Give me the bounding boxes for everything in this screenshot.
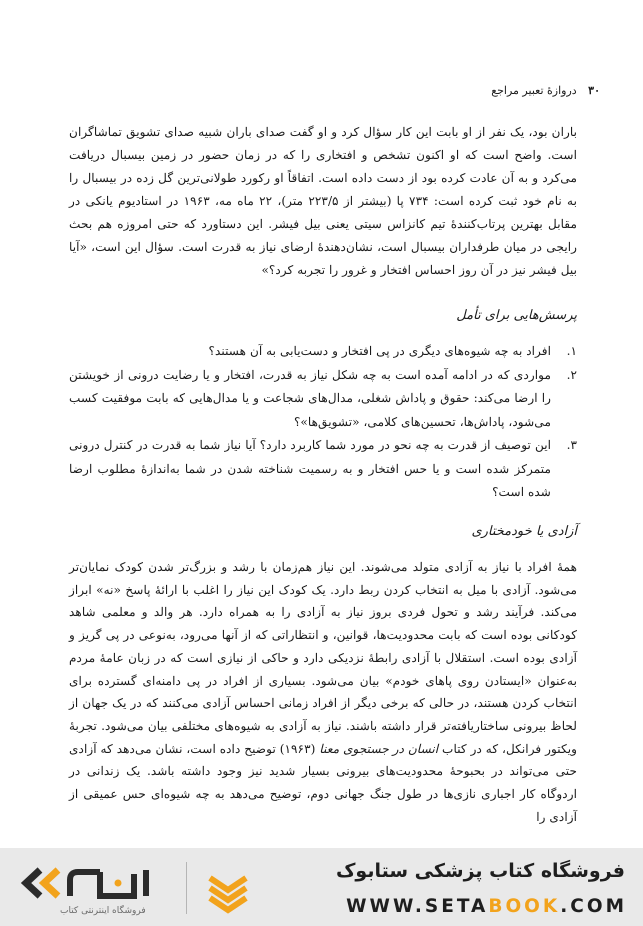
list-item-text: مواردی که در ادامه آمده است به چه شکل نیاز به قدرت، افتخار و یا رضایت درونی از خویشتن را ارضا می‌کند: حقوق و پاداش شغلی، مدال‌های شجاعت و یا مدال‌هایی که بابت موفقیت کسب می‌شود، پاداش‌ها، تحسین‌های کلامی، «تشویق‌ها»؟ (69, 367, 551, 429)
list-item (69, 364, 577, 435)
list-item (69, 340, 577, 364)
store-title: فروشگاه کتاب پزشکی ستابوک (335, 860, 625, 882)
list-item-text: افراد به چه شیوه‌های دیگری در پی افتخار و دست‌یابی به آن هستند؟ (208, 344, 551, 358)
book-title-italic: انسان در جستجوی معنا (319, 741, 439, 756)
url-part-2: .COM (560, 896, 627, 917)
running-title: دروازهٔ تعبیر مراجع (491, 84, 577, 97)
freedom-paragraph-block (69, 556, 577, 828)
store-banner[interactable] (0, 848, 643, 926)
freedom-paragraph (69, 556, 577, 828)
paragraph-text-part1: همهٔ افراد با نیاز به آزادی متولد می‌شوند. این نیاز هم‌زمان با رشد و بزرگ‌تر شدن کودک نمایان‌تر می‌شود. آزادی با میل به انتخاب کردن ربط دارد. یک کودک این نیاز را اغلب با ارائهٔ پاسخ «نه» ابراز می‌کند. فرآیند رشد و تحول فردی بروز نیاز به آزادی را به همراه دارد. هر والد و معلمی شاهد کودکانی بوده است که بابت محدودیت‌ها، قوانین، و انتظاراتی که از آنها می‌رود، به‌نوعی در پی گریز و آزادی بوده است. استقلال با آزادی رابطهٔ نزدیکی دارد و حاکی از نیازی است که در زبان عامهٔ مردم به‌عنوان «ایستادن روی پاهای خودم» بیان می‌شود. بسیاری از افراد در پی دامنه‌ای گسترده برای انتخاب کردن هستند، در حالی که برخی دیگر از افراد زمانی احساس آزادی می‌کنند که در یک جهان از لحاظ بیرونی ساختاریافته‌تر قرار داشته باشند. نیاز به آزادی به شیوه‌های مختلفی بیان می‌شود. تجربهٔ ویکتور فرانکل، که در کتاب (69, 560, 577, 756)
store-url-link[interactable] (346, 896, 627, 917)
logo-subtitle: فروشگاه اینترنتی کتاب (60, 906, 146, 916)
page-number: ۳۰ (588, 84, 600, 97)
list-item-number: ۲. (566, 367, 577, 382)
reflection-questions-list (69, 340, 577, 505)
url-part-1: WWW.SETA (346, 896, 489, 917)
footer-divider (186, 862, 187, 914)
intro-paragraph-block (69, 121, 577, 282)
list-item-number: ۱. (566, 344, 577, 358)
list-item-text: این توصیف از قدرت به چه نحو در مورد شما کاربرد دارد؟ آیا نیاز شما به قدرت در کنترل درونی متمرکز شده است و یا حس افتخار و به رسمیت شناخته شدن در شما به‌اندازهٔ مطلوب ارضا شده است؟ (69, 438, 551, 499)
list-item-number: ۳. (566, 438, 577, 452)
setabook-logo (14, 856, 249, 920)
section-heading-questions: پرسش‌هایی برای تأمل (456, 308, 577, 323)
section-heading-freedom: آزادی یا خودمختاری (471, 524, 577, 539)
running-header (480, 84, 600, 97)
paragraph-text-part2: (۱۹۶۳) توضیح داده است، نشان می‌دهد که آزادی حتی می‌تواند در بحبوحهٔ محدودیت‌های بیرونی بسیار شدید نیز وجود داشته باشد. یک زندانی در اردوگاه کار اجباری نازی‌ها در طول جنگ جهانی دوم، توضیح می‌دهد به چه شیوه‌ای حس عمیقی از آزادی را (69, 741, 577, 824)
intro-paragraph: باران بود، یک نفر از او بابت این کار سؤال کرد و او گفت صدای باران شبیه صدای تشویق تماشاگران است. واضح است که او اکنون تشخص و افتخاری را که در زمان حضور در زمین بیسبال دریافت می‌کرد و به آن عادت کرده بود از دست داده است. اتفاقاً او رکورد طولانی‌ترین گل زده در بیسبال را به نام خود ثبت کرده است: ۷۳۴ پا (بیشتر از ۲۲۳/۵ متر)، ۲۲ ماه مه، ۱۹۶۳ در استادیوم یانکی در مقابل بهترین پرتاب‌کنندهٔ تیم کانزاس سیتی یعنی بیل فیشر. این دستاورد که حتی امروزه هم بحث رایجی در میان طرفداران بیسبال است، نشان‌دهندهٔ ارضای نیاز به قدرت است. سؤال این است، «آیا بیل فیشر نیز در آن روز احساس افتخار و غرور را تجربه کرد؟» (69, 125, 577, 277)
url-highlight: BOOK (488, 896, 561, 917)
list-item (69, 434, 577, 505)
